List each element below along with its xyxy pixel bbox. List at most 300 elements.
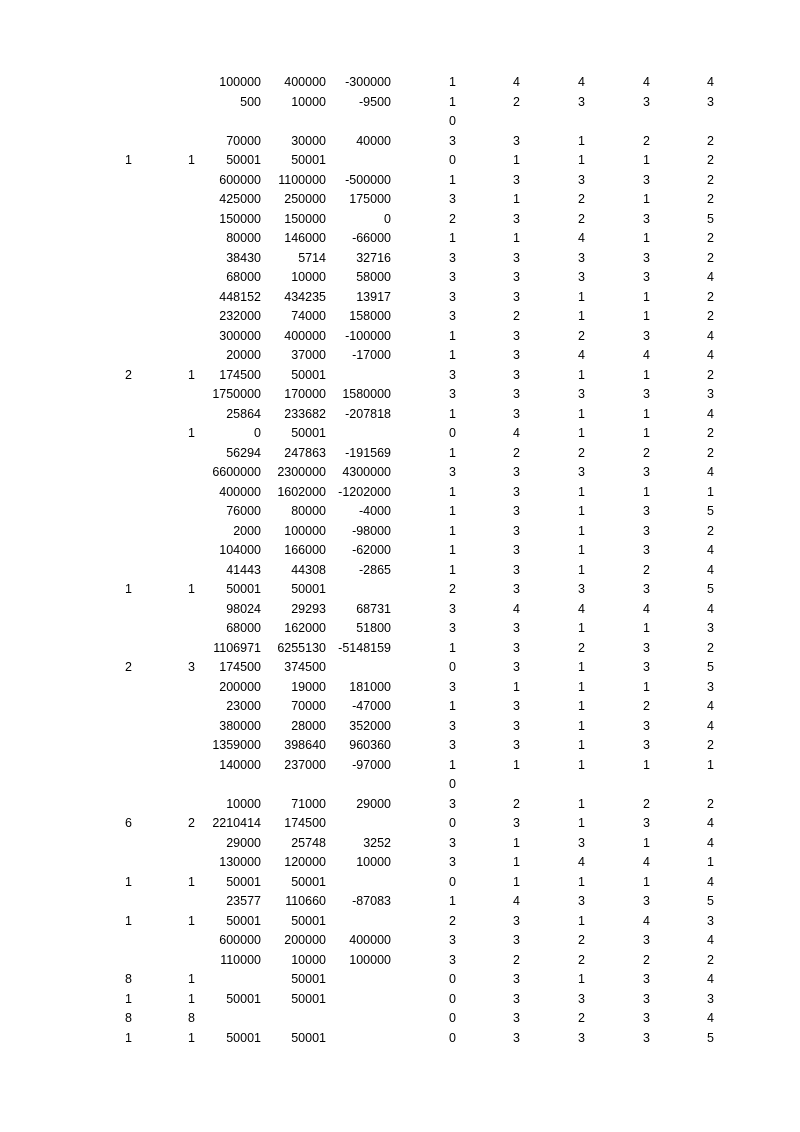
table-cell: 3 <box>449 250 456 265</box>
table-cell: 80000 <box>226 231 261 245</box>
table-cell: 3 <box>643 172 650 187</box>
table-cell: 2 <box>513 445 520 460</box>
table-cell: 3 <box>513 387 520 401</box>
table-cell: 1 <box>707 757 714 772</box>
table-cell: -66000 <box>352 231 391 245</box>
table-cell: 1 <box>449 699 456 713</box>
table-cell: 2 <box>643 133 650 148</box>
table-cell: 3 <box>707 387 714 401</box>
table-cell: -100000 <box>345 328 391 343</box>
table-cell: 1 <box>578 153 585 167</box>
table-row <box>0 697 800 717</box>
table-cell: 3 <box>578 835 585 850</box>
table-cell: 3 <box>643 640 650 655</box>
table-cell: 3 <box>449 835 456 850</box>
table-cell: 0 <box>449 972 456 986</box>
table-cell: 8 <box>125 1011 132 1025</box>
table-cell: 4 <box>578 601 585 616</box>
table-cell: 4 <box>707 75 714 89</box>
table-cell: 1 <box>449 328 456 343</box>
table-cell: 68000 <box>226 621 261 635</box>
table-cell: 8 <box>188 1011 195 1025</box>
table-cell: 1 <box>513 874 520 889</box>
table-row <box>0 502 800 522</box>
table-cell: 0 <box>449 114 456 128</box>
table-cell: 3 <box>513 621 520 635</box>
table-cell: -62000 <box>352 543 391 557</box>
table-cell: 1 <box>643 231 650 245</box>
table-row <box>0 775 800 795</box>
table-cell: 5 <box>707 504 714 518</box>
table-cell: 250000 <box>284 192 326 206</box>
table-cell: 50001 <box>291 426 326 440</box>
table-row <box>0 424 800 444</box>
table-row <box>0 639 800 659</box>
table-cell: 1 <box>449 172 456 187</box>
table-cell: 19000 <box>291 679 326 694</box>
table-cell: 1 <box>578 738 585 752</box>
table-cell: 3 <box>513 523 520 538</box>
table-cell: 50001 <box>226 582 261 596</box>
table-cell: 3 <box>578 250 585 265</box>
table-cell: 1 <box>643 679 650 694</box>
table-cell: 1 <box>643 289 650 304</box>
table-cell: 4 <box>513 894 520 908</box>
table-cell: 4 <box>643 348 650 362</box>
table-cell: 1602000 <box>277 484 326 499</box>
table-cell: 4 <box>707 562 714 577</box>
table-cell: 1 <box>578 913 585 928</box>
table-cell: 3 <box>449 387 456 401</box>
table-cell: 4 <box>707 328 714 343</box>
table-cell: 58000 <box>356 270 391 284</box>
table-cell: 1 <box>578 699 585 713</box>
table-cell: 2210414 <box>212 816 261 830</box>
table-cell: 1 <box>578 133 585 148</box>
table-cell: 3 <box>643 504 650 518</box>
table-cell: 2 <box>578 192 585 206</box>
table-row <box>0 190 800 210</box>
table-cell: 2 <box>707 367 714 382</box>
table-cell: 174500 <box>219 660 261 674</box>
table-cell: 181000 <box>349 679 391 694</box>
table-cell: 3 <box>643 894 650 908</box>
table-cell: 3 <box>513 348 520 362</box>
table-cell: 3 <box>707 621 714 635</box>
table-cell: 28000 <box>291 718 326 733</box>
table-row <box>0 249 800 269</box>
table-cell: 1 <box>449 231 456 245</box>
table-cell: 1 <box>643 426 650 440</box>
table-row <box>0 970 800 990</box>
table-cell: 4 <box>643 601 650 616</box>
table-cell: 1106971 <box>213 640 261 655</box>
table-cell: 3 <box>643 660 650 674</box>
table-cell: 3 <box>513 406 520 421</box>
table-cell: 4 <box>513 601 520 616</box>
table-cell: 600000 <box>219 933 261 947</box>
table-cell: 50001 <box>291 153 326 167</box>
table-cell: 50001 <box>226 153 261 167</box>
table-cell: 1 <box>449 348 456 362</box>
table-cell: 3 <box>643 1011 650 1025</box>
table-cell: 20000 <box>226 348 261 362</box>
table-row <box>0 463 800 483</box>
table-row <box>0 736 800 756</box>
table-cell: 3 <box>643 991 650 1006</box>
table-cell: 3 <box>707 679 714 694</box>
table-cell: 1 <box>513 192 520 206</box>
table-cell: 3 <box>578 894 585 908</box>
table-cell: 38430 <box>226 250 261 265</box>
table-cell: 600000 <box>219 172 261 187</box>
table-cell: 3 <box>449 309 456 323</box>
table-cell: 1 <box>643 367 650 382</box>
table-cell: 50001 <box>226 913 261 928</box>
table-cell: 1 <box>188 367 195 382</box>
table-cell: 0 <box>384 211 391 226</box>
table-cell: 2 <box>449 211 456 226</box>
table-cell: 25864 <box>226 406 261 421</box>
table-cell: 2 <box>578 1011 585 1025</box>
table-cell: 4 <box>707 933 714 947</box>
table-cell: 200000 <box>284 933 326 947</box>
table-cell: 2 <box>449 913 456 928</box>
table-cell: 2 <box>188 816 195 830</box>
table-cell: 146000 <box>284 231 326 245</box>
table-cell: 3 <box>449 933 456 947</box>
table-cell: 4 <box>643 75 650 89</box>
table-cell: 1 <box>578 484 585 499</box>
table-cell: 2 <box>125 660 132 674</box>
table-cell: 1 <box>643 192 650 206</box>
table-cell: 4 <box>513 75 520 89</box>
table-row <box>0 346 800 366</box>
table-cell: 1 <box>449 75 456 89</box>
table-cell: 37000 <box>291 348 326 362</box>
table-cell: 3 <box>578 582 585 596</box>
table-cell: 1 <box>578 523 585 538</box>
table-row <box>0 93 800 113</box>
table-cell: 2 <box>578 933 585 947</box>
table-cell: 0 <box>449 1030 456 1045</box>
table-row <box>0 307 800 327</box>
table-cell: 5714 <box>298 250 326 265</box>
table-cell: -98000 <box>352 523 391 538</box>
table-cell: 3 <box>449 465 456 479</box>
table-cell: 3 <box>188 660 195 674</box>
table-cell: 110660 <box>285 894 326 908</box>
table-cell: 0 <box>449 1011 456 1025</box>
table-cell: 120000 <box>284 855 326 869</box>
table-cell: 400000 <box>219 484 261 499</box>
table-cell: 1 <box>125 582 132 596</box>
table-cell: 1 <box>188 1030 195 1045</box>
table-cell: 51800 <box>356 621 391 635</box>
table-cell: 3 <box>513 250 520 265</box>
table-cell: 10000 <box>291 94 326 109</box>
table-row <box>0 268 800 288</box>
table-cell: 200000 <box>219 679 261 694</box>
table-cell: 3 <box>513 816 520 830</box>
table-cell: 3 <box>449 621 456 635</box>
table-row <box>0 522 800 542</box>
table-row <box>0 717 800 737</box>
table-row <box>0 385 800 405</box>
table-cell: 3 <box>513 1011 520 1025</box>
table-row <box>0 541 800 561</box>
table-cell: 4 <box>643 913 650 928</box>
table-cell: 960360 <box>349 738 391 752</box>
table-cell: 425000 <box>219 192 261 206</box>
table-cell: -500000 <box>345 172 391 187</box>
table-cell: 3 <box>513 211 520 226</box>
table-cell: 4 <box>707 874 714 889</box>
table-cell: 434235 <box>284 289 326 304</box>
table-row <box>0 405 800 425</box>
table-cell: 1 <box>449 757 456 772</box>
table-cell: 232000 <box>219 309 261 323</box>
table-cell: 1 <box>449 445 456 460</box>
table-cell: 5 <box>707 1030 714 1045</box>
table-row <box>0 795 800 815</box>
table-cell: 1 <box>578 972 585 986</box>
table-cell: 1 <box>449 504 456 518</box>
table-cell: 1 <box>513 855 520 869</box>
table-row <box>0 132 800 152</box>
table-row <box>0 756 800 776</box>
table-cell: 23577 <box>226 894 261 908</box>
table-cell: 4 <box>707 543 714 557</box>
table-cell: 4 <box>707 1011 714 1025</box>
table-cell: 130000 <box>219 855 261 869</box>
table-cell: 3 <box>513 270 520 284</box>
table-cell: -87083 <box>352 894 391 908</box>
table-cell: 3 <box>449 192 456 206</box>
table-cell: 3 <box>513 367 520 382</box>
table-cell: 0 <box>449 777 456 791</box>
table-cell: 100000 <box>349 952 391 967</box>
table-cell: 2 <box>707 640 714 655</box>
table-cell: 2 <box>707 796 714 811</box>
table-row <box>0 600 800 620</box>
table-cell: 1 <box>578 718 585 733</box>
table-row <box>0 112 800 132</box>
table-cell: 50001 <box>291 874 326 889</box>
table-cell: 3 <box>513 660 520 674</box>
table-cell: 4 <box>578 348 585 362</box>
table-cell: -191569 <box>345 445 391 460</box>
table-cell: -2865 <box>359 562 391 577</box>
table-cell: 3 <box>643 543 650 557</box>
table-cell: 100000 <box>219 75 261 89</box>
table-cell: 3 <box>643 328 650 343</box>
table-cell: 25748 <box>291 835 326 850</box>
table-cell: 1 <box>707 484 714 499</box>
table-cell: 2 <box>513 952 520 967</box>
table-cell: 3 <box>643 972 650 986</box>
table-cell: 2 <box>707 250 714 265</box>
table-cell: 2 <box>449 582 456 596</box>
table-cell: 4 <box>707 406 714 421</box>
table-cell: 1 <box>643 153 650 167</box>
table-row <box>0 561 800 581</box>
table-cell: 3 <box>513 640 520 655</box>
table-cell: 1 <box>449 543 456 557</box>
table-row <box>0 1029 800 1049</box>
table-cell: 174500 <box>219 367 261 382</box>
table-cell: 10000 <box>226 796 261 811</box>
table-cell: 3 <box>707 94 714 109</box>
table-cell: -9500 <box>359 94 391 109</box>
table-cell: 1 <box>125 913 132 928</box>
table-cell: 29000 <box>356 796 391 811</box>
table-cell: 3 <box>643 718 650 733</box>
table-cell: 23000 <box>226 699 261 713</box>
table-cell: 3 <box>513 582 520 596</box>
table-cell: 4 <box>707 718 714 733</box>
table-cell: 1 <box>578 757 585 772</box>
table-cell: 3 <box>513 972 520 986</box>
table-cell: 3 <box>513 718 520 733</box>
table-cell: 3 <box>643 1030 650 1045</box>
table-cell: 2 <box>578 328 585 343</box>
table-cell: 4 <box>578 231 585 245</box>
table-cell: 50001 <box>291 367 326 382</box>
table-cell: 1 <box>643 835 650 850</box>
table-cell: 1 <box>513 757 520 772</box>
table-row <box>0 366 800 386</box>
table-cell: 374500 <box>284 660 326 674</box>
table-cell: 1 <box>188 991 195 1006</box>
table-cell: 1 <box>643 484 650 499</box>
table-cell: 1 <box>449 406 456 421</box>
table-cell: 3252 <box>363 835 391 850</box>
table-cell: 6600000 <box>212 465 261 479</box>
table-cell: 3 <box>513 699 520 713</box>
table-cell: 3 <box>643 250 650 265</box>
table-cell: 29293 <box>291 601 326 616</box>
table-cell: 4 <box>707 270 714 284</box>
table-cell: 3 <box>513 991 520 1006</box>
table-cell: 44308 <box>291 562 326 577</box>
table-cell: 70000 <box>291 699 326 713</box>
table-cell: 3 <box>513 1030 520 1045</box>
table-cell: 2 <box>707 952 714 967</box>
table-cell: 3 <box>513 328 520 343</box>
table-row <box>0 873 800 893</box>
table-cell: 1 <box>513 153 520 167</box>
table-cell: 400000 <box>284 328 326 343</box>
table-cell: 4 <box>707 816 714 830</box>
table-row <box>0 834 800 854</box>
table-cell: 380000 <box>219 718 261 733</box>
table-cell: 41443 <box>226 562 261 577</box>
table-cell: 4 <box>707 835 714 850</box>
spreadsheet-table <box>0 73 800 1048</box>
table-cell: 3 <box>513 289 520 304</box>
table-cell: 104000 <box>219 543 261 557</box>
table-cell: 3 <box>578 465 585 479</box>
table-cell: 68000 <box>226 270 261 284</box>
table-cell: 300000 <box>219 328 261 343</box>
table-row <box>0 171 800 191</box>
table-cell: 1 <box>578 426 585 440</box>
table-cell: 1 <box>578 309 585 323</box>
table-cell: 3 <box>643 465 650 479</box>
table-cell: 50001 <box>226 874 261 889</box>
table-row <box>0 151 800 171</box>
table-cell: 3 <box>513 933 520 947</box>
table-cell: 175000 <box>349 192 391 206</box>
table-cell: 1 <box>578 621 585 635</box>
table-cell: 400000 <box>284 75 326 89</box>
table-cell: 1 <box>578 406 585 421</box>
table-cell: 3 <box>643 816 650 830</box>
table-cell: 3 <box>449 679 456 694</box>
table-cell: 233682 <box>284 406 326 421</box>
table-cell: 1 <box>125 153 132 167</box>
table-cell: -97000 <box>352 757 391 772</box>
table-cell: 150000 <box>219 211 261 226</box>
table-cell: 3 <box>513 172 520 187</box>
table-cell: 2 <box>578 640 585 655</box>
table-cell: 1 <box>643 621 650 635</box>
table-cell: 2 <box>643 952 650 967</box>
table-cell: 1 <box>578 679 585 694</box>
table-cell: 3 <box>449 289 456 304</box>
table-cell: 2 <box>578 952 585 967</box>
table-cell: 1 <box>125 874 132 889</box>
table-cell: 100000 <box>284 523 326 538</box>
table-cell: 3 <box>513 738 520 752</box>
table-cell: 68731 <box>356 601 391 616</box>
table-cell: 10000 <box>356 855 391 869</box>
table-cell: 2 <box>578 445 585 460</box>
table-cell: -1202000 <box>338 484 391 499</box>
table-cell: 3 <box>449 133 456 148</box>
table-cell: 2 <box>707 738 714 752</box>
table-row <box>0 853 800 873</box>
table-cell: 174500 <box>284 816 326 830</box>
table-cell: 0 <box>449 426 456 440</box>
table-cell: 1 <box>449 894 456 908</box>
table-cell: 3 <box>449 796 456 811</box>
table-cell: 0 <box>449 874 456 889</box>
table-cell: 1 <box>188 153 195 167</box>
table-row <box>0 229 800 249</box>
table-cell: 13917 <box>356 289 391 304</box>
table-cell: 3 <box>449 952 456 967</box>
table-cell: 1 <box>188 874 195 889</box>
table-row <box>0 483 800 503</box>
table-cell: 29000 <box>226 835 261 850</box>
table-cell: 1 <box>643 874 650 889</box>
table-cell: 6 <box>125 816 132 830</box>
table-cell: 1 <box>578 660 585 674</box>
table-cell: 76000 <box>226 504 261 518</box>
table-cell: 3 <box>513 913 520 928</box>
table-cell: 3 <box>643 94 650 109</box>
table-cell: 1 <box>643 757 650 772</box>
table-cell: 2 <box>125 367 132 382</box>
table-cell: 1 <box>578 874 585 889</box>
table-cell: 3 <box>643 933 650 947</box>
table-cell: 3 <box>707 991 714 1006</box>
table-cell: 2 <box>643 796 650 811</box>
table-cell: 3 <box>513 465 520 479</box>
table-cell: 1 <box>513 679 520 694</box>
